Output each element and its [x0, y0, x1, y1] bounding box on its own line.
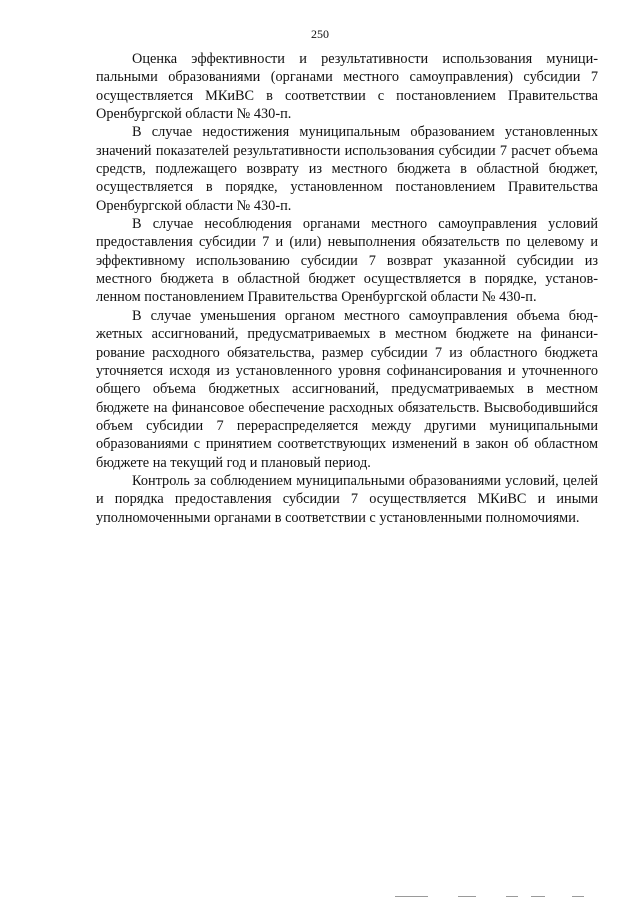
- scan-mark: [572, 896, 584, 897]
- paragraph-budget-reduction: В случае уменьшения органом местного самоуправления объема бюджетных ассигнований, предусматриваемых в местном бюджете на финансирование расходного обязательства, размер субсидии 7 из областного бюджета уточняется исходя из установленного уровня софинансирования и уточненного общего объема бюджетных ассигнований, предусматриваемых в местном бюджете на финансовое обеспечение расходных обязательств. Высвободившийся объем субсидии 7 перераспределяется между другими муниципальными образованиями с принятием соответствующих изменений в закон об областном бюджете на текущий год и плановый период.: [96, 307, 598, 471]
- scan-mark: [531, 896, 545, 897]
- paragraph-control: Контроль за соблюдением муниципальными образованиями условий, целей и порядка предоставления субсидии 7 осуществляется МКиВС и иными уполномоченными органами в соответствии с установленными полномочиями.: [96, 472, 598, 526]
- scan-mark: [506, 896, 518, 897]
- paragraph-underachievement: В случае недостижения муниципальным образованием установленных значений показателей результативности использования субсидии 7 расчет объема средств, подлежащего возврату из местного бюджета в областной бюджет, осуществляется в порядке, установленном постановлением Правительства Оренбургской области № 430-п.: [96, 124, 598, 214]
- paragraph-evaluation: Оценка эффективности и результативности использования муниципальными образованиями (органами местного самоуправления) субсидии 7 осуществляется МКиВС в соответствии с постановлением Правительства Оренбургской области № 430-п.: [96, 51, 598, 123]
- document-body: [96, 50, 598, 527]
- footer-scan-marks: [0, 896, 640, 900]
- scan-mark: [458, 896, 476, 897]
- page-number: 250: [311, 27, 329, 41]
- scan-mark: [395, 896, 428, 897]
- paragraph-noncompliance: В случае несоблюдения органами местного самоуправления условий предоставления субсидии 7 и (или) невыполнения обязательств по целевому и эффективному использованию субсидии 7 возврат указанной субсидии из местного бюджета в областной бюджет осуществляется в порядке, установленном постановлением Правительства Оренбургской области № 430-п.: [96, 216, 598, 306]
